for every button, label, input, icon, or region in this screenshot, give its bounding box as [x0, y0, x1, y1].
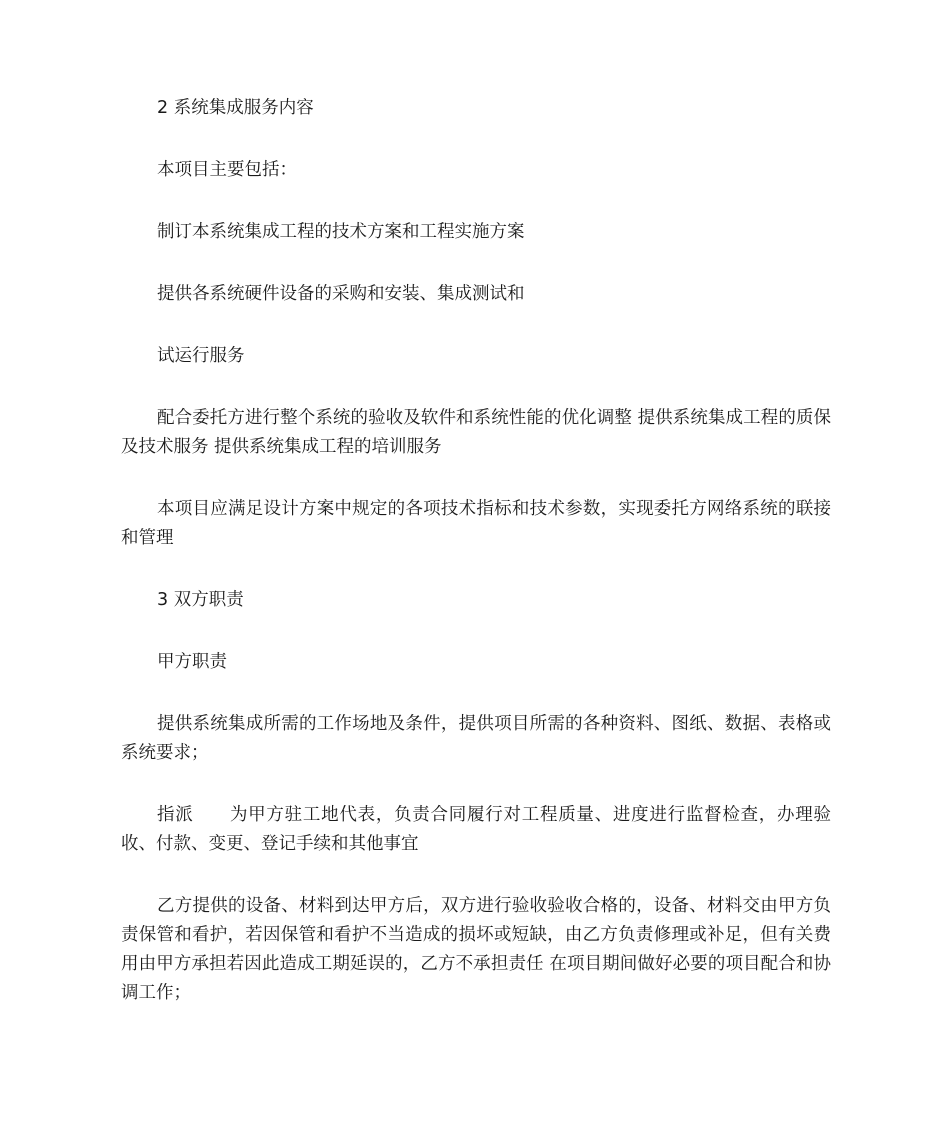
section-heading-service-content: 2 系统集成服务内容: [157, 98, 314, 118]
paragraph-site-and-materials: 提供系统集成所需的工作场地及条件，提供项目所需的各种资料、图纸、数据、表格或系统要求；: [121, 714, 831, 763]
subheading-party-a-duties: 甲方职责: [157, 652, 227, 672]
paragraph-technical-requirements: 本项目应满足设计方案中规定的各项技术指标和技术参数，实现委托方网络系统的联接和管理: [121, 499, 831, 548]
paragraph-trial-operation: 试运行服务: [157, 346, 245, 366]
section-heading-responsibilities: 3 双方职责: [157, 590, 244, 610]
paragraph-project-includes: 本项目主要包括：: [157, 160, 297, 180]
paragraph-technical-plan: 制订本系统集成工程的技术方案和工程实施方案: [157, 222, 525, 242]
paragraph-equipment-custody: 乙方提供的设备、材料到达甲方后，双方进行验收验收合格的，设备、材料交由甲方负责保管和看护，若因保管和看护不当造成的损坏或短缺，由乙方负责修理或补足，但有关费用由甲方承担若因此造成工期延误的，乙方不承担责任 在项目期间做好必要的项目配合和协调工作；: [121, 896, 831, 1003]
paragraph-hardware-procurement: 提供各系统硬件设备的采购和安装、集成测试和: [157, 284, 525, 304]
paragraph-site-representative: 指派 为甲方驻工地代表，负责合同履行对工程质量、进度进行监督检查，办理验收、付款、变更、登记手续和其他事宜: [121, 805, 831, 854]
paragraph-acceptance-optimization: 配合委托方进行整个系统的验收及软件和系统性能的优化调整 提供系统集成工程的质保及技术服务 提供系统集成工程的培训服务: [121, 408, 831, 457]
document-body: [121, 94, 831, 1041]
